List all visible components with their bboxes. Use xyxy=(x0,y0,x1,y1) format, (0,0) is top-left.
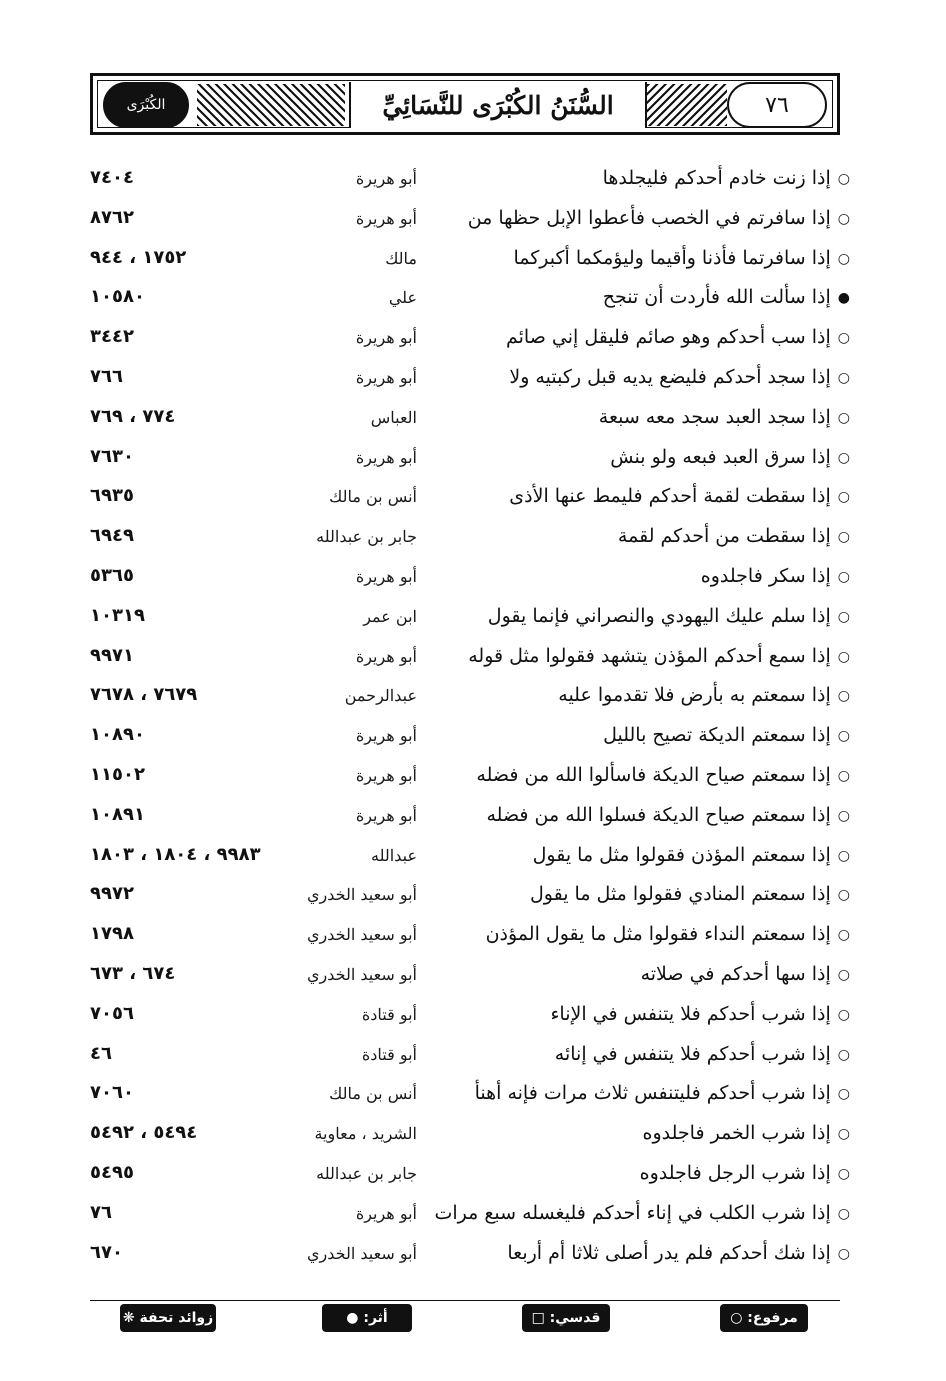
narrator: أبو سعيد الخدري xyxy=(307,1243,417,1263)
hadith-text-cell xyxy=(430,158,850,199)
hadith-type-marker: ○ xyxy=(837,648,850,665)
legend-athar-label: أثر: ● xyxy=(346,1310,388,1326)
legend-athar xyxy=(322,1304,412,1332)
hadith-text-cell xyxy=(430,755,850,796)
hadith-text: إذا سقطت من أحدكم لقمة xyxy=(617,525,831,548)
narrator: أبو هريرة xyxy=(355,447,417,467)
hadith-text-cell xyxy=(430,994,850,1035)
hadith-numbers: ٦٧٤ ، ٦٧٣ xyxy=(90,963,176,984)
hadith-numbers: ٧٠٦٠ xyxy=(90,1082,134,1104)
hadith-numbers: ١٠٨٩١ xyxy=(90,803,145,825)
narrator: أبو هريرة xyxy=(355,766,417,785)
hadith-numbers: ٧٤٠٤ xyxy=(90,167,134,188)
hadith-text-cell xyxy=(430,675,850,716)
hadith-text-cell xyxy=(430,1233,850,1274)
hadith-numbers: ١٧٥٢ ، ٩٤٤ xyxy=(90,246,187,268)
index-row xyxy=(0,1073,946,1113)
hadith-text-cell xyxy=(430,238,850,279)
narrator: أبو هريرة xyxy=(355,1203,417,1223)
hadith-text-cell xyxy=(430,1073,850,1114)
hadith-numbers: ١٠٥٨٠ xyxy=(90,286,145,308)
index-row xyxy=(0,238,946,278)
hadith-text: إذا سمعتم النداء فقولوا مثل ما يقول المؤذن xyxy=(485,923,831,946)
narrator: أنس بن مالك xyxy=(329,487,417,507)
hadith-numbers: ١٧٩٨ xyxy=(90,923,134,945)
hadith-numbers: ٩٩٧٢ xyxy=(90,883,134,905)
narrator: أبو هريرة xyxy=(355,328,417,348)
narrator: أبو هريرة xyxy=(355,567,417,586)
index-row xyxy=(0,795,946,835)
narrator: الشريد ، معاوية xyxy=(314,1124,417,1144)
hadith-text-cell xyxy=(430,1113,850,1154)
hadith-text-cell xyxy=(430,715,850,756)
hadith-numbers: ٥٣٦٥ xyxy=(90,565,134,586)
hadith-text-cell xyxy=(430,596,850,637)
hadith-numbers: ٧٦٧٩ ، ٧٦٧٨ xyxy=(90,684,198,706)
hadith-text: إذا شرب الكلب في إناء أحدكم فليغسله سبع مرات xyxy=(434,1201,831,1224)
hadith-numbers: ٥٤٩٤ ، ٥٤٩٢ xyxy=(90,1122,198,1144)
narrator: أبو هريرة xyxy=(355,646,417,666)
hadith-numbers: ٧٠٥٦ xyxy=(90,1002,134,1024)
hadith-numbers: ١٠٣١٩ xyxy=(90,604,145,626)
narrator: أبو قتادة xyxy=(361,1044,417,1064)
hadith-numbers: ٨٧٦٢ xyxy=(90,206,134,228)
index-row xyxy=(0,198,946,238)
narrator: ابن عمر xyxy=(363,606,417,626)
narrator: مالك xyxy=(385,248,417,268)
hadith-type-marker: ○ xyxy=(837,608,850,625)
book-title: السُّنَنُ الكُبْرَى للنَّسَائِيِّ xyxy=(382,90,614,120)
hadith-numbers: ٧٦ xyxy=(90,1201,112,1223)
hadith-text: إذا سمعتم المؤذن فقولوا مثل ما يقول xyxy=(532,843,831,866)
hadith-numbers: ٦٧٠ xyxy=(90,1241,123,1263)
index-row xyxy=(0,675,946,715)
hadith-numbers: ١١٥٠٢ xyxy=(90,764,145,785)
narrator: العباس xyxy=(370,407,417,427)
narrator: أبو هريرة xyxy=(355,805,417,825)
legend-qudsi xyxy=(522,1304,610,1332)
page-number-medallion xyxy=(727,82,827,128)
hadith-text-cell xyxy=(430,1193,850,1234)
hadith-text: إذا سمعتم الديكة تصيح بالليل xyxy=(603,724,831,747)
hadith-text-cell xyxy=(430,954,850,995)
hadith-text: إذا شرب الرجل فاجلدوه xyxy=(639,1162,831,1184)
hadith-text: إذا شرب الخمر فاجلدوه xyxy=(642,1122,831,1145)
hadith-text: إذا شرب أحدكم فلا يتنفس في إنائه xyxy=(554,1042,831,1065)
hadith-type-marker: ○ xyxy=(837,688,850,705)
narrator: أبو هريرة xyxy=(355,726,417,746)
hadith-text-cell xyxy=(430,437,850,478)
hadith-numbers: ٦٩٤٩ xyxy=(90,525,134,547)
index-row xyxy=(0,874,946,914)
hadith-type-marker: ○ xyxy=(837,529,850,546)
hadith-type-marker: ○ xyxy=(837,569,850,585)
narrator: عبدالله xyxy=(371,845,417,865)
hadith-text-cell xyxy=(430,874,850,915)
hadith-text: إذا سرق العبد فبعه ولو بنش xyxy=(610,445,831,468)
hadith-text: إذا سمعتم صياح الديكة فسلوا الله من فضله xyxy=(486,803,831,826)
hadith-numbers: ٩٩٧١ xyxy=(90,644,134,666)
hadith-type-marker: ○ xyxy=(837,330,850,347)
book-title-box xyxy=(349,82,647,128)
narrator: أبو سعيد الخدري xyxy=(307,925,417,945)
hadith-text: إذا سمعتم صياح الديكة فاسألوا الله من فضله xyxy=(476,764,831,786)
hadith-text: إذا سافرتم في الخصب فأعطوا الإبل حظها من xyxy=(467,206,831,229)
hadith-type-marker: ○ xyxy=(837,1126,850,1143)
narrator: جابر بن عبدالله xyxy=(316,527,417,547)
footer-rule xyxy=(90,1300,840,1301)
hadith-type-marker: ○ xyxy=(837,171,850,187)
narrator: أبو هريرة xyxy=(355,169,417,188)
hadith-text: إذا سلم عليك اليهودي والنصراني فإنما يقول xyxy=(487,604,831,627)
index-row xyxy=(0,914,946,954)
index-row xyxy=(0,516,946,556)
hadith-text: إذا سمعتم به بأرض فلا تقدموا عليه xyxy=(558,684,831,707)
hadith-text: إذا سمع أحدكم المؤذن يتشهد فقولوا مثل قوله xyxy=(468,644,831,667)
hadith-type-marker: ○ xyxy=(837,887,850,904)
hadith-text-cell xyxy=(430,397,850,438)
legend-zawaid-label: زوائد تحفة ❋ xyxy=(122,1310,214,1326)
hadith-text: إذا سقطت لقمة أحدكم فليمط عنها الأذى xyxy=(509,485,831,508)
hadith-type-marker: ○ xyxy=(837,409,850,426)
index-row xyxy=(0,158,946,198)
hadith-text-cell xyxy=(430,1034,850,1075)
hadith-text-cell xyxy=(430,914,850,955)
hadith-type-marker: ○ xyxy=(837,489,850,506)
hadith-type-marker: ○ xyxy=(837,1006,850,1023)
narrator: أبو هريرة xyxy=(355,208,417,228)
index-row xyxy=(0,835,946,875)
narrator: أبو سعيد الخدري xyxy=(307,885,417,905)
hadith-text: إذا سمعتم المنادي فقولوا مثل ما يقول xyxy=(529,883,831,906)
hadith-text-cell xyxy=(430,835,850,876)
hadith-text: إذا سجد أحدكم فليضع يديه قبل ركبتيه ولا xyxy=(509,366,831,388)
index-row xyxy=(0,1113,946,1153)
index-row xyxy=(0,1153,946,1193)
legend-marfu xyxy=(720,1304,808,1332)
narrator: علي xyxy=(388,288,417,308)
emblem-medallion xyxy=(103,82,189,128)
index-row xyxy=(0,636,946,676)
index-row xyxy=(0,397,946,437)
narrator: أبو سعيد الخدري xyxy=(307,965,417,984)
index-row xyxy=(0,596,946,636)
legend-qudsi-label: قدسي: □ xyxy=(531,1310,601,1326)
ornament-band-left xyxy=(197,84,345,126)
hadith-type-marker: ○ xyxy=(837,1086,850,1103)
hadith-numbers: ٧٧٤ ، ٧٦٩ xyxy=(90,405,176,427)
legend-marfu-label: مرفوع: ○ xyxy=(730,1310,798,1326)
legend-zawaid xyxy=(120,1304,216,1332)
hadith-type-marker: ○ xyxy=(837,449,850,466)
index-row xyxy=(0,556,946,596)
hadith-text-cell xyxy=(430,1153,850,1194)
hadith-text: إذا سب أحدكم وهو صائم فليقل إني صائم xyxy=(505,326,831,349)
hadith-type-marker: ○ xyxy=(837,927,850,944)
hadith-type-marker: ○ xyxy=(837,847,850,864)
hadith-numbers: ٩٩٨٣ ، ١٨٠٤ ، ١٨٠٣ xyxy=(90,843,261,865)
emblem-text: الكُبْرَى xyxy=(126,97,166,113)
hadith-text-cell xyxy=(430,556,850,597)
narrator: أبو قتادة xyxy=(361,1004,417,1024)
hadith-text-cell xyxy=(430,516,850,557)
hadith-text-cell xyxy=(430,277,850,318)
narrator: عبدالرحمن xyxy=(344,686,417,706)
ornament-band-right xyxy=(647,84,727,126)
index-row xyxy=(0,1233,946,1273)
hadith-type-marker: ● xyxy=(837,290,850,307)
index-row xyxy=(0,317,946,357)
index-row xyxy=(0,1193,946,1233)
hadith-text: إذا سكر فاجلدوه xyxy=(700,565,831,587)
hadith-text-cell xyxy=(430,317,850,358)
hadith-text: إذا سافرتما فأذنا وأقيما وليؤمكما أكبركما xyxy=(513,246,831,269)
hadith-text: إذا زنت خادم أحدكم فليجلدها xyxy=(602,167,831,189)
index-row xyxy=(0,715,946,755)
hadith-text: إذا شك أحدكم فلم يدر أصلى ثلاثا أم أربعا xyxy=(507,1241,831,1264)
hadith-type-marker: ○ xyxy=(837,210,850,227)
hadith-numbers: ١٠٨٩٠ xyxy=(90,724,145,746)
hadith-type-marker: ○ xyxy=(837,728,850,745)
narrator: أنس بن مالك xyxy=(329,1084,417,1104)
index-row xyxy=(0,954,946,994)
index-row xyxy=(0,1034,946,1074)
hadith-type-marker: ○ xyxy=(837,1166,850,1182)
hadith-text-cell xyxy=(430,476,850,517)
hadith-type-marker: ○ xyxy=(837,1205,850,1222)
hadith-text-cell xyxy=(430,636,850,677)
hadith-numbers: ٣٤٤٢ xyxy=(90,326,134,348)
index-row xyxy=(0,994,946,1034)
hadith-type-marker: ○ xyxy=(837,250,850,267)
hadith-text-cell xyxy=(430,357,850,398)
hadith-numbers: ٧٦٦ xyxy=(90,366,123,387)
hadith-text: إذا شرب أحدكم فليتنفس ثلاث مرات فإنه أهنأ xyxy=(474,1082,831,1105)
hadith-type-marker: ○ xyxy=(837,967,850,983)
page-number: ٧٦ xyxy=(765,92,789,118)
hadith-type-marker: ○ xyxy=(837,1245,850,1262)
hadith-numbers: ٧٦٣٠ xyxy=(90,445,134,467)
hadith-type-marker: ○ xyxy=(837,370,850,386)
hadith-numbers: ٦٩٣٥ xyxy=(90,485,134,507)
hadith-numbers: ٥٤٩٥ xyxy=(90,1162,134,1183)
hadith-text: إذا سها أحدكم في صلاته xyxy=(640,963,831,985)
hadith-type-marker: ○ xyxy=(837,807,850,824)
hadith-text-cell xyxy=(430,198,850,239)
hadith-numbers: ٤٦ xyxy=(90,1042,112,1064)
hadith-type-marker: ○ xyxy=(837,768,850,784)
page-header xyxy=(90,73,840,135)
hadith-type-marker: ○ xyxy=(837,1046,850,1063)
hadith-text: إذا شرب أحدكم فلا يتنفس في الإناء xyxy=(550,1002,831,1025)
hadith-text-cell xyxy=(430,795,850,836)
index-row xyxy=(0,357,946,397)
index-row xyxy=(0,476,946,516)
index-row xyxy=(0,277,946,317)
narrator: أبو هريرة xyxy=(355,368,417,387)
narrator: جابر بن عبدالله xyxy=(316,1164,417,1183)
index-row xyxy=(0,755,946,795)
hadith-text: إذا سألت الله فأردت أن تنجح xyxy=(602,286,831,309)
index-row xyxy=(0,437,946,477)
hadith-text: إذا سجد العبد سجد معه سبعة xyxy=(598,405,831,428)
